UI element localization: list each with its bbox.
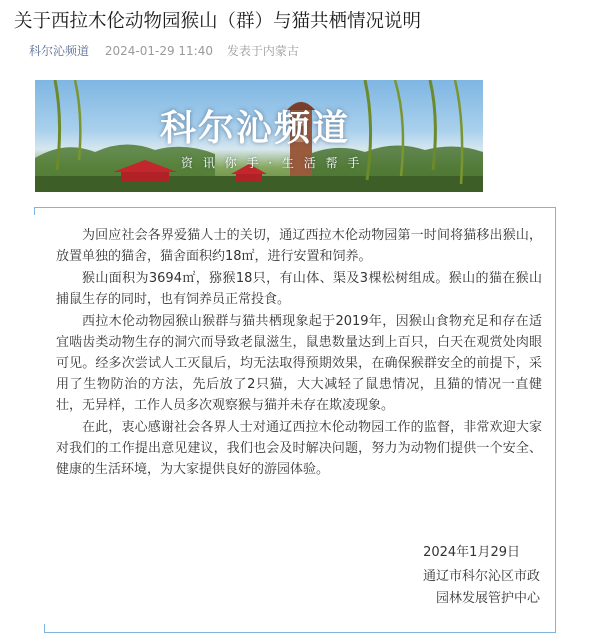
paragraph-3: 西拉木伦动物园猴山猴群与猫共栖现象起于2019年，因猴山食物充足和存在适宜啮齿类动物生存的洞穴而导致老鼠滋生，鼠患数量达到上百只，白天在观赏处肉眼可见。经多次尝试人工灭鼠后，均无法取得预期效果，在确保猴群安全的前提下，采用了生物防治的方法，先后放了2只猫，大大减轻了鼠患情况，且猫的情况一直健壮，无异样，工作人员多次观察猴与猫并未存在欺凌现象。 bbox=[56, 314, 542, 413]
content-frame-top bbox=[34, 207, 556, 208]
signature-org-line-1: 通辽市科尔沁区市政 bbox=[422, 569, 540, 584]
content-frame-bottom bbox=[44, 632, 556, 633]
paragraph-4: 在此，衷心感谢社会各界人士对通辽西拉木伦动物园工作的监督，非常欢迎大家对我们的工作提出意见建议，我们也会及时解决问题，努力为动物们提供一个安全、健康的生活环境，为大家提供良好的游园体验。 bbox=[56, 420, 542, 477]
banner-slogan: 资 讯 你 手 · 生 活 帮 手 bbox=[181, 156, 363, 170]
paragraph-2: 猴山面积为3694㎡，猕猴18只，有山体、渠及3棵松树组成。猴山的猫在猴山捕鼠生存的同时，也有饲养员正常投食。 bbox=[56, 271, 542, 307]
header-banner bbox=[35, 80, 483, 192]
content-frame-left-tick bbox=[34, 207, 35, 215]
signature-org-line-2: 园林发展管护中心 bbox=[435, 591, 540, 606]
content-frame-bottom-tick bbox=[44, 624, 45, 632]
content-frame-right bbox=[555, 207, 556, 632]
article-meta bbox=[29, 42, 299, 60]
publish-time: 2024-01-29 11:40 bbox=[104, 44, 213, 58]
paragraph-1: 为回应社会各界爱猫人士的关切，通辽西拉木伦动物园第一时间将猫移出猴山，放置单独的猫舍，猫舍面积约18㎡，进行安置和饲养。 bbox=[56, 228, 542, 264]
publish-location: 发表于内蒙古 bbox=[226, 44, 299, 58]
banner-title: 科尔沁频道 bbox=[160, 108, 351, 149]
article-title: 关于西拉木伦动物园猴山（群）与猫共栖情况说明 bbox=[14, 11, 422, 32]
signature-date: 2024年1月29日 bbox=[423, 545, 520, 560]
article-body bbox=[56, 225, 542, 481]
source-link[interactable]: 科尔沁频道 bbox=[29, 44, 90, 58]
